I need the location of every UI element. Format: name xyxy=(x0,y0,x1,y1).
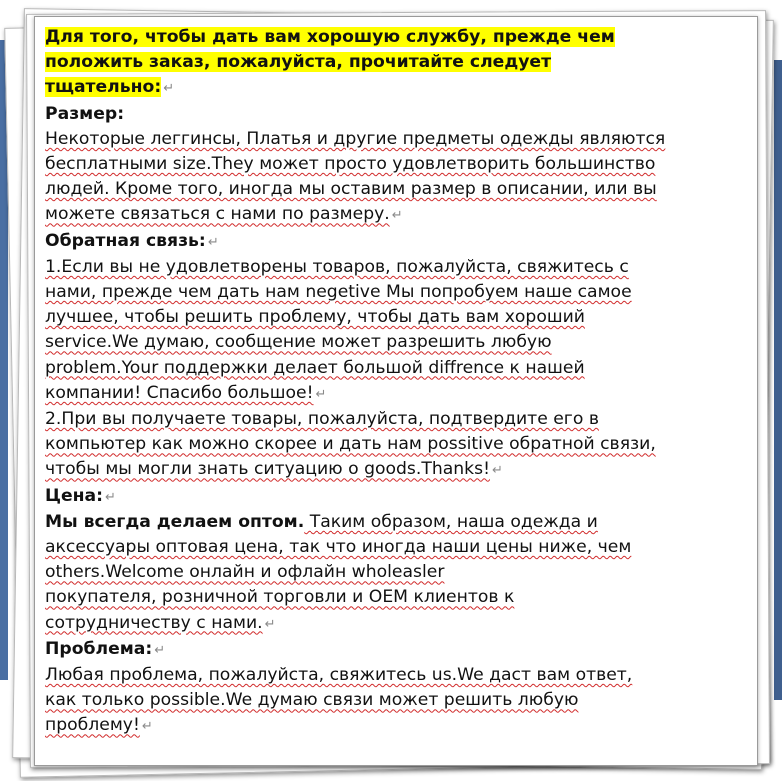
intro-line xyxy=(45,25,735,50)
body-text: service.We думаю, сообщение может разрешить любую xyxy=(45,332,552,353)
body-text: компьютер как можно скорее и дать нам possitive обратной связи, xyxy=(45,434,656,455)
paragraph-mark-icon: ↵ xyxy=(207,234,219,250)
body-text: Некоторые леггинсы, Платья и другие предметы одежды являются xyxy=(45,128,666,149)
heading-text: Размер: xyxy=(45,103,125,124)
body-text: 2.При вы получаете товары, пожалуйста, подтвердите его в xyxy=(45,409,599,430)
intro-line xyxy=(45,75,735,101)
document-body xyxy=(45,25,735,740)
document-page xyxy=(34,16,758,766)
price-line xyxy=(45,585,735,610)
body-text: аксессуары оптовая цена, так что иногда наши цены ниже, чем xyxy=(45,537,632,558)
problem-line xyxy=(45,688,735,713)
feedback-line xyxy=(45,407,735,432)
body-text: 1.Если вы не удовлетворены товаров, пожалуйста, свяжитесь с xyxy=(45,256,629,277)
price-line xyxy=(45,535,735,560)
intro-text: положить заказ, пожалуйста, прочитайте следует xyxy=(45,52,552,73)
heading-text: Проблема: xyxy=(45,638,153,659)
body-text: чтобы мы могли знать ситуацию о goods.Thanks! xyxy=(45,459,490,480)
body-text: как только possible.We думаю связи может решить любую xyxy=(45,690,579,711)
paragraph-mark-icon: ↵ xyxy=(154,642,166,658)
section-heading-feedback xyxy=(45,229,735,255)
feedback-line xyxy=(45,356,735,381)
size-line xyxy=(45,177,735,202)
body-text: Таким образом, наша одежда и xyxy=(304,511,598,532)
price-line xyxy=(45,510,735,535)
intro-text: тщательно: xyxy=(45,77,162,98)
feedback-line xyxy=(45,280,735,305)
paragraph-mark-icon: ↵ xyxy=(264,616,276,632)
problem-line xyxy=(45,713,735,739)
body-text: нами, прежде чем дать нам negetive Мы попробуем наше самое xyxy=(45,282,632,303)
feedback-line xyxy=(45,255,735,280)
body-text: лучшее, чтобы решить проблему, чтобы дать вам хороший xyxy=(45,307,585,328)
paragraph-mark-icon: ↵ xyxy=(391,208,403,224)
body-text: компании! Спасибо большое! xyxy=(45,382,314,403)
body-text: others.Welcome онлайн и офлайн wholeasler xyxy=(45,562,445,583)
paragraph-mark-icon: ↵ xyxy=(104,489,116,505)
body-text: покупателя, розничной торговли и OEM клиентов к xyxy=(45,587,515,608)
intro-line xyxy=(45,50,735,75)
section-heading-problem xyxy=(45,637,735,663)
feedback-line xyxy=(45,457,735,483)
paragraph-mark-icon: ↵ xyxy=(141,719,153,735)
paragraph-mark-icon: ↵ xyxy=(491,463,503,479)
bold-text: Мы всегда делаем оптом. xyxy=(45,511,305,532)
size-line xyxy=(45,152,735,177)
problem-line xyxy=(45,663,735,688)
body-text: problem.Your поддержки делает большой diffrence к нашей xyxy=(45,357,585,378)
price-line xyxy=(45,560,735,585)
section-heading-size xyxy=(45,102,735,127)
paragraph-mark-icon: ↵ xyxy=(315,386,327,402)
size-line xyxy=(45,202,735,228)
heading-text: Обратная связь: xyxy=(45,230,206,251)
feedback-line xyxy=(45,432,735,457)
body-text: Любая проблема, пожалуйста, свяжитесь us.We даст вам ответ, xyxy=(45,665,633,686)
section-heading-price xyxy=(45,484,735,510)
body-text: людей. Кроме того, иногда мы оставим размер в описании, или вы xyxy=(45,179,657,200)
feedback-line xyxy=(45,381,735,407)
intro-text: Для того, чтобы дать вам хорошую службу, прежде чем xyxy=(45,27,615,47)
body-text: можете связаться с нами по размеру. xyxy=(45,204,390,225)
body-text: сотрудничеству с нами. xyxy=(45,612,263,633)
size-line xyxy=(45,127,735,152)
heading-text: Цена: xyxy=(45,485,103,506)
body-text: проблему! xyxy=(45,715,140,736)
body-text: бесплатными size.They может просто удовлетворить большинство xyxy=(45,154,656,175)
feedback-line xyxy=(45,330,735,355)
price-line xyxy=(45,611,735,637)
paragraph-mark-icon: ↵ xyxy=(163,81,175,97)
background-edge-right xyxy=(774,60,782,700)
feedback-line xyxy=(45,305,735,330)
